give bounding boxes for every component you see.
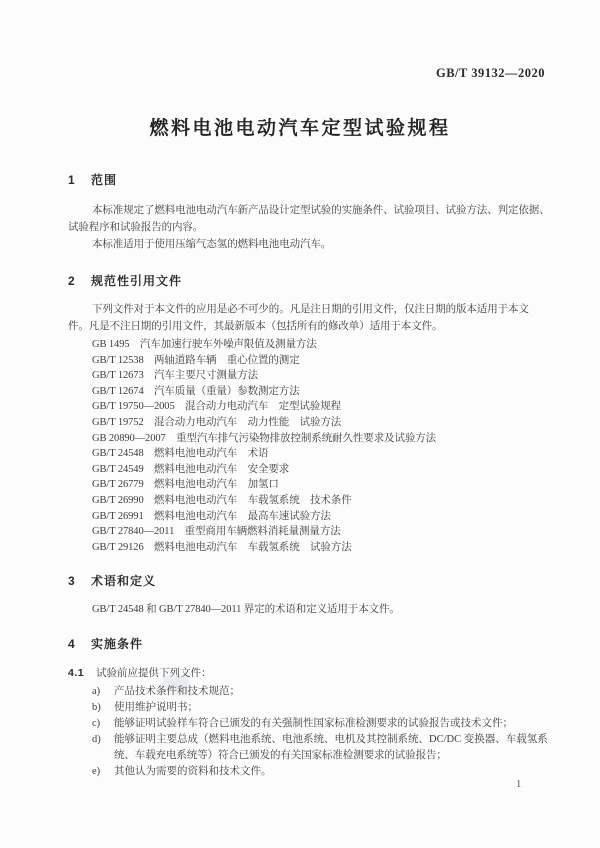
section-heading-conditions: [68, 635, 143, 652]
section-number: 2: [68, 274, 75, 288]
section-number: 1: [68, 173, 75, 187]
reference-item: GB/T 26991 燃料电池电动汽车 最高车速试验方法: [92, 511, 331, 522]
reference-item: GB/T 26779 燃料电池电动汽车 加氢口: [92, 479, 279, 490]
body-line: 本标准适用于使用压缩气态氢的燃料电池电动汽车。: [92, 239, 332, 250]
section-title: 术语和定义: [91, 574, 157, 588]
list-item-label: e): [92, 766, 101, 777]
section-title: 实施条件: [91, 637, 144, 651]
reference-item: GB/T 27840—2011 重型商用车辆燃料消耗量测量方法: [92, 526, 341, 537]
list-item-d-continuation: 统、车载充电系统等）符合已颁发的有关国家标准检测要求的试验报告；: [114, 750, 447, 761]
page-title: 燃料电池电动汽车定型试验规程: [149, 118, 451, 139]
reference-item: GB/T 26990 燃料电池电动汽车 车载氢系统 技术条件: [92, 495, 352, 506]
clause-text: 试验前应提供下列文件：: [96, 668, 212, 679]
list-item-text: 产品技术条件和技术规范；: [114, 686, 240, 697]
reference-item: GB/T 12673 汽车主要尺寸测量方法: [92, 370, 259, 381]
section-number: 3: [68, 574, 75, 588]
list-item-text: 使用维护说明书；: [114, 702, 198, 713]
page-number: 1: [516, 779, 522, 790]
clause-number: 4.1: [68, 667, 85, 679]
list-item-label: b): [92, 702, 101, 713]
reference-item: GB/T 12674 汽车质量（重量）参数测定方法: [92, 386, 300, 397]
reference-item: GB 1495 汽车加速行驶车外噪声限值及测量方法: [92, 339, 317, 350]
list-item-label: a): [92, 686, 101, 697]
section-title: 规范性引用文件: [91, 274, 183, 288]
body-line: 下列文件对于本文件的应用是必不可少的。凡是注日期的引用文件，仅注日期的版本适用于本文: [92, 304, 529, 315]
body-line: GB/T 24548 和 GB/T 27840—2011 界定的术语和定义适用于本文件。: [92, 604, 400, 615]
body-line: 件。凡是不注日期的引用文件，其最新版本（包括所有的修改单）适用于本文件。: [68, 321, 443, 332]
clause-4-1: [68, 666, 212, 681]
reference-item: GB/T 24549 燃料电池电动汽车 安全要求: [92, 464, 290, 475]
body-line: 试验程序和试验报告的内容。: [68, 222, 204, 233]
list-item-text: 其他认为需要的资料和技术文件。: [114, 766, 272, 777]
list-item-b: [92, 701, 198, 715]
standard-code: GB/T 39132—2020: [435, 66, 545, 80]
body-line: 本标准规定了燃料电池电动汽车新产品设计定型试验的实施条件、试验项目、试验方法、判定依据、: [92, 205, 550, 216]
list-item-e: [92, 765, 272, 779]
list-item-label: d): [92, 734, 101, 745]
section-title: 范围: [91, 173, 118, 187]
section-heading-terms: [68, 572, 156, 589]
reference-item: GB/T 19752 混合动力电动汽车 动力性能 试验方法: [92, 417, 342, 428]
section-number: 4: [68, 637, 75, 651]
list-item-c: [92, 717, 513, 731]
list-item-text: 能够证明主要总成（燃料电池系统、电池系统、电机及其控制系统、DC/DC 变换器、车载氢系: [114, 734, 548, 745]
section-heading-references: [68, 272, 182, 289]
list-item-text: 能够证明试验样车符合已颁发的有关强制性国家标准检测要求的试验报告或技术文件；: [114, 718, 513, 729]
list-item-a: [92, 685, 240, 699]
reference-item: GB/T 29126 燃料电池电动汽车 车载氢系统 试验方法: [92, 542, 352, 553]
reference-item: GB/T 19750—2005 混合动力电动汽车 定型试验规程: [92, 401, 342, 412]
list-item-d: [92, 733, 548, 747]
section-heading-scope: [68, 171, 117, 188]
list-item-label: c): [92, 718, 101, 729]
reference-item: GB 20890—2007 重型汽车排气污染物排放控制系统耐久性要求及试验方法: [92, 433, 437, 444]
reference-item: GB/T 12538 两轴道路车辆 重心位置的测定: [92, 355, 300, 366]
reference-item: GB/T 24548 燃料电池电动汽车 术语: [92, 448, 269, 459]
